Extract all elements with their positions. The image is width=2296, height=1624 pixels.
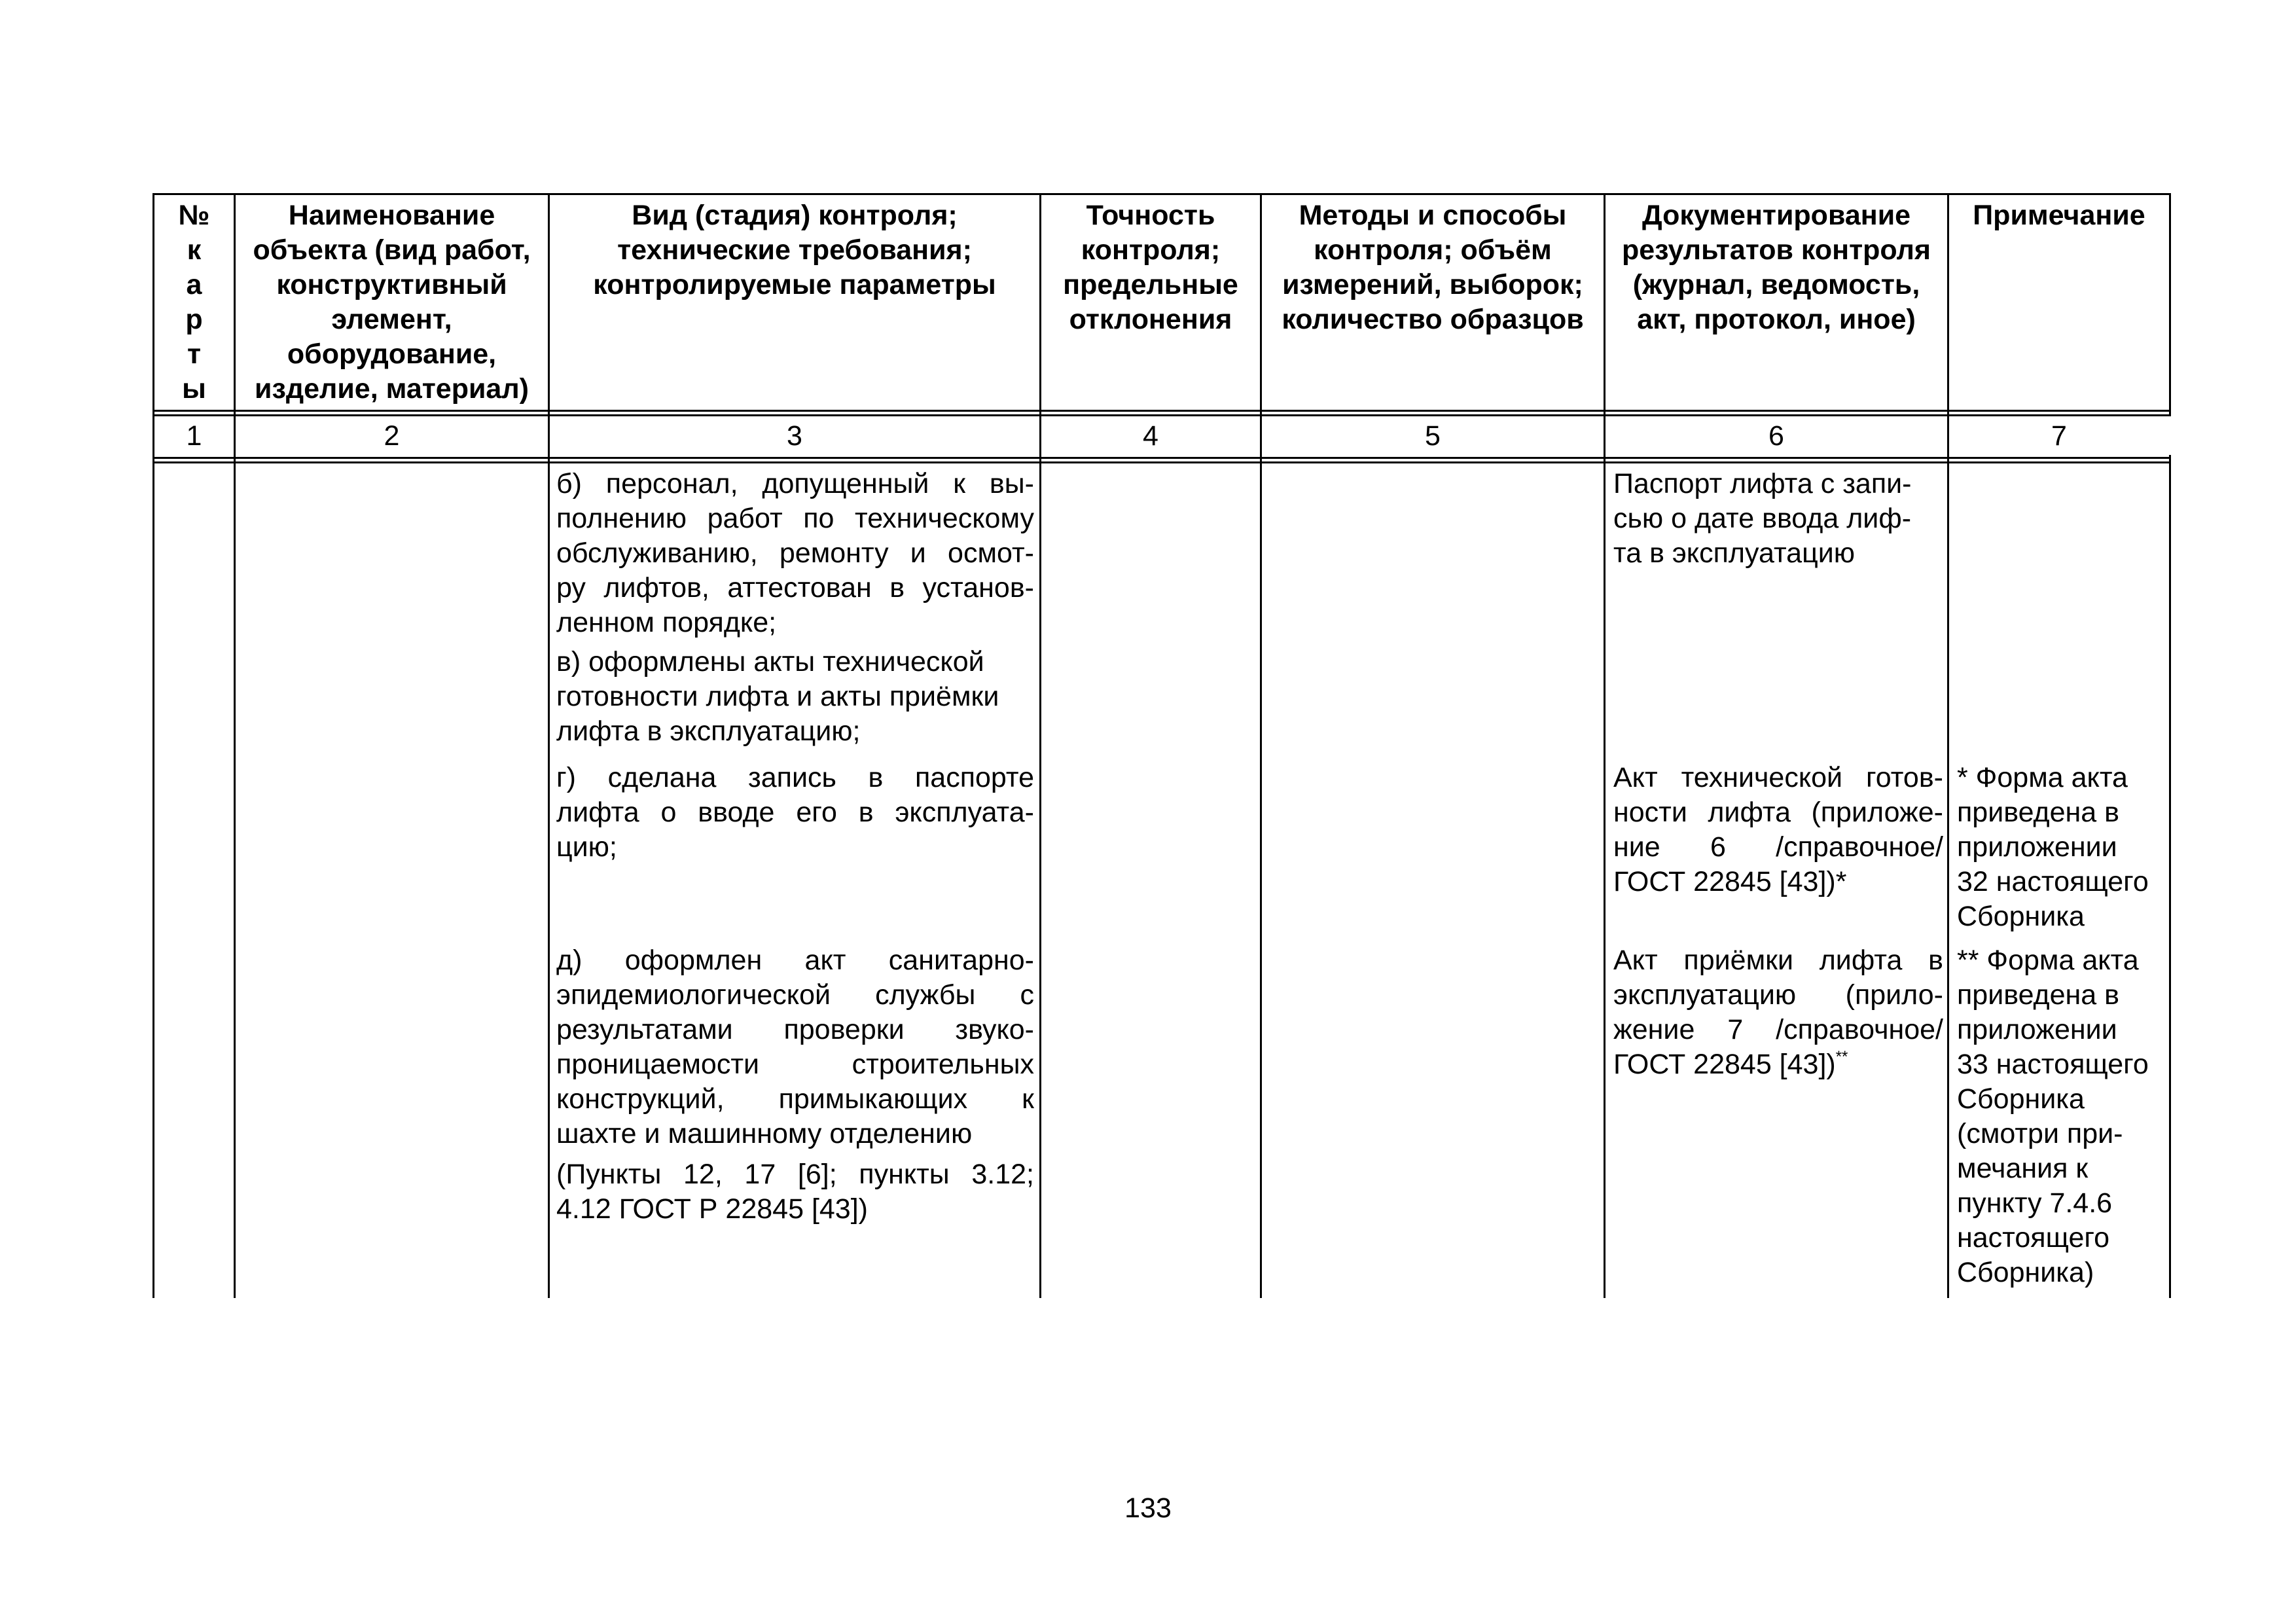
page-number: 133 <box>1124 1492 1172 1524</box>
header-accuracy: Точность контроля; предельные отклонения <box>1063 200 1238 335</box>
table-border <box>2169 455 2171 1298</box>
requirement-v: в) оформлены акты технической готовности лифта и акты приёмки лифта в эксплуатацию; <box>556 646 999 747</box>
header-note: Примечание <box>1973 200 2145 231</box>
note-form-32: * Форма акта приведена в приложении 32 настоящего Сборника <box>1957 762 2149 932</box>
column-number: 7 <box>2051 420 2067 452</box>
table-border <box>152 461 2171 463</box>
table-border <box>1039 193 1041 1298</box>
requirement-b: б) персонал, допущенный к вы- полнению работ по техническому обслуживанию, ремонту и осмот- ру лифтов, аттестован в установ- ленном порядке; <box>556 468 1034 638</box>
column-number: 5 <box>1425 420 1441 452</box>
table-border <box>152 457 2171 459</box>
requirement-references: (Пункты 12, 17 [6]; пункты 3.12; 4.12 ГОСТ Р 22845 [43]) <box>556 1159 1034 1225</box>
header-card-no: № к а р т ы <box>178 200 210 405</box>
table-border <box>1604 193 1605 1298</box>
header-control-type: Вид (стадия) контроля; технические требования; контролируемые параметры <box>593 200 996 300</box>
table-border <box>152 193 2171 195</box>
table-border <box>152 414 2171 416</box>
header-methods: Методы и способы контроля; объём измерений, выборок; количество образцов <box>1282 200 1584 335</box>
table-border <box>152 410 2171 412</box>
header-object: Наименование объекта (вид работ, конструктивный элемент, оборудование, изделие, материал) <box>253 200 531 405</box>
table-border <box>2169 193 2171 416</box>
doc-passport: Паспорт лифта с запи- сью о дате ввода лиф- та в эксплуатацию <box>1613 468 1912 569</box>
doc-act-technical-readiness: Акт технической готов- ности лифта (приложе- ние 6 /справочное/ ГОСТ 22845 [43])* <box>1613 762 1943 897</box>
column-number: 6 <box>1768 420 1784 452</box>
control-table <box>152 193 2171 1298</box>
column-number: 3 <box>787 420 802 452</box>
table-border <box>1947 193 1949 1298</box>
column-number: 1 <box>186 420 202 452</box>
requirement-g: г) сделана запись в паспорте лифта о вводе его в эксплуата- цию; <box>556 762 1034 863</box>
table-border <box>1260 193 1262 1298</box>
note-form-33: ** Форма акта приведена в приложении 33 настоящего Сборника (смотри при- мечания к пункту 7.4.6 настоящего Сборника) <box>1957 945 2149 1288</box>
column-number: 4 <box>1143 420 1158 452</box>
doc-act-acceptance: Акт приёмки лифта в эксплуатацию (прило- жение 7 /справочное/ ГОСТ 22845 [43])** <box>1613 945 1943 1080</box>
table-border <box>548 193 550 1298</box>
column-number: 2 <box>384 420 400 452</box>
header-documentation: Документирование результатов контроля (журнал, ведомость, акт, протокол, иное) <box>1621 200 1931 335</box>
requirement-d: д) оформлен акт санитарно- эпидемиологической службы с результатами проверки звуко- проницаемости строительных конструкций, примыкающих к шахте и машинному отделению <box>556 945 1034 1149</box>
